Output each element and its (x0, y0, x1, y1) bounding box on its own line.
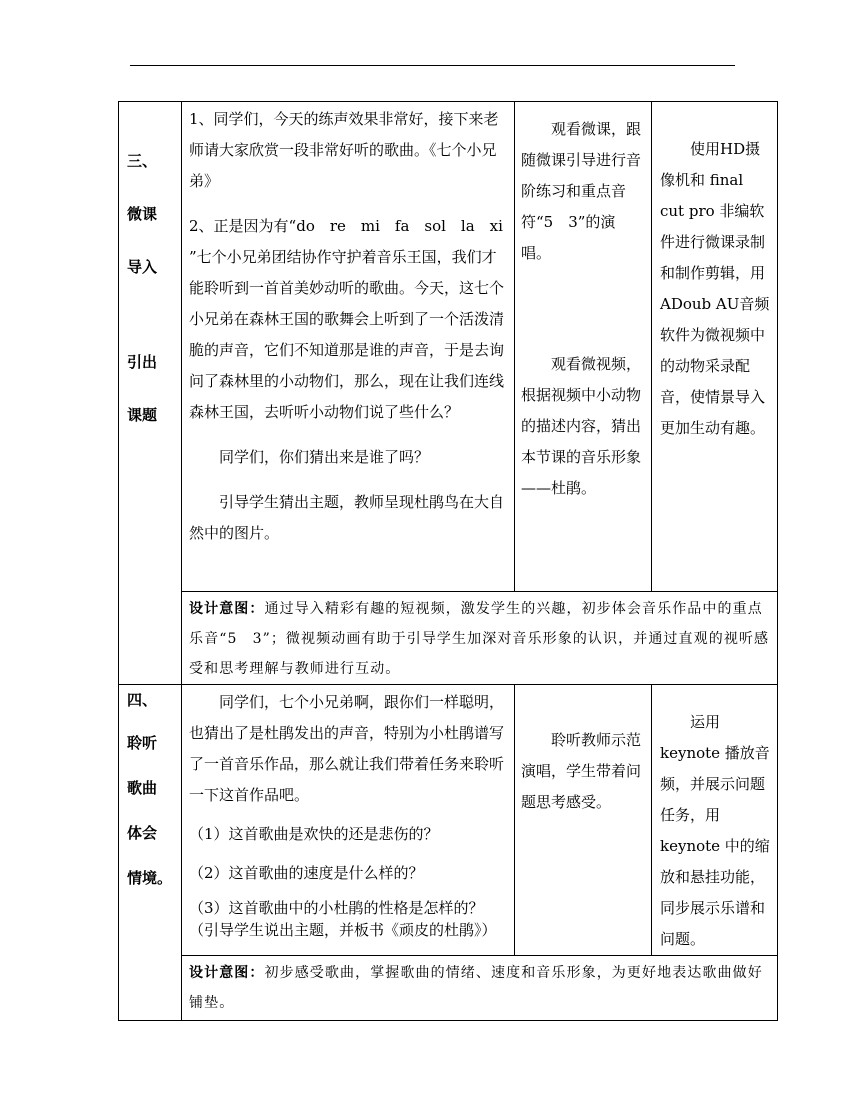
section3-intent-label: 设计意图： (189, 601, 265, 617)
section4-intent-cell (182, 956, 778, 1021)
section4-label-4: 体会 (127, 824, 158, 842)
section3-paragraph-2: 2、正是因为有“do re mi fa sol la xi ”七个小兄弟团结协作守护着音乐王国，我们才能聆听到一首首美妙动听的歌曲。今天，这七个小兄弟在森林王国的歌舞会上听到了一个活泼清脆的声音，它们不知道那是谁的声音，于是去询问了森林里的小动物们，那么，现在让我们连线森林王国，去听听小动物们说了些什么？ (189, 217, 505, 421)
section3-intent-text: 通过导入精彩有趣的短视频，激发学生的兴趣，初步体会音乐作品中的重点乐音“5 3”；微视频动画有助于引导学生加深对音乐形象的认识，并通过直观的视听感受和思考理解与教师进行互动。 (189, 601, 770, 677)
section4-intent-label: 设计意图： (189, 965, 265, 981)
section4-intent-text: 初步感受歌曲，掌握歌曲的情绪、速度和音乐形象，为更好地表达歌曲做好铺垫。 (189, 965, 763, 1011)
section3-label-cell (119, 102, 182, 685)
section3-paragraph-1: 1、同学们，今天的练声效果非常好，接下来老师请大家欣赏一段非常好听的歌曲。《七个小兄弟》 (189, 110, 499, 190)
section3-paragraph-3: 同学们，你们猜出来是谁了吗？ (219, 448, 430, 466)
section4-row (119, 685, 778, 956)
section4-label-2: 聆听 (127, 734, 158, 752)
section3-label-4: 引出 (127, 353, 158, 371)
section3-row (119, 102, 778, 592)
section4-tech-cell (652, 685, 778, 956)
section4-student-activity: 聆听教师示范演唱，学生带着问题思考感受。 (521, 731, 642, 811)
section4-question-2: （2）这首歌曲的速度是什么样的？ (189, 864, 424, 882)
section4-label-5: 情境。 (127, 869, 173, 887)
section3-content-cell (182, 102, 515, 592)
section4-label-cell (119, 685, 182, 1021)
section4-tech-text: 运用 keynote 播放音频，并展示问题任务，用 keynote 中的缩放和悬挂功能，同步展示乐谱和问题。 (660, 713, 770, 948)
section3-intent-cell (182, 592, 778, 685)
section3-label-1: 三、 (127, 152, 158, 170)
section4-question-1: （1）这首歌曲是欢快的还是悲伤的？ (189, 825, 439, 843)
section3-student-activity-1: 观看微课，跟随微课引导进行音阶练习和重点音符“5 3”的演唱。 (521, 120, 642, 262)
section3-student-activity-2: 观看微视频，根据视频中小动物的描述内容，猜出本节课的音乐形象——杜鹃。 (521, 355, 642, 497)
section4-paragraph-1: 同学们，七个小兄弟啊，跟你们一样聪明，也猜出了是杜鹃发出的声音，特别为小杜鹃谱写了一首音乐作品，那么就让我们带着任务来聆听一下这首作品吧。 (189, 693, 505, 804)
section3-label-3: 导入 (127, 258, 158, 276)
section3-tech-cell (652, 102, 778, 592)
section4-intent-row (119, 956, 778, 1021)
section3-label-2: 微课 (127, 205, 158, 223)
section4-label-1: 四、 (127, 691, 158, 709)
lesson-plan-table (118, 101, 778, 1021)
header-rule (130, 65, 735, 66)
section4-content-cell (182, 685, 515, 956)
section3-label-5: 课题 (127, 406, 158, 424)
section4-label-3: 歌曲 (127, 779, 158, 797)
section4-question-3: （3）这首歌曲中的小杜鹃的性格是怎样的？（引导学生说出主题，并板书《顽皮的杜鹃》） (189, 899, 497, 939)
section3-student-cell (515, 102, 652, 592)
section3-intent-row (119, 592, 778, 685)
section3-paragraph-4: 引导学生猜出主题，教师呈现杜鹃鸟在大自然中的图片。 (189, 493, 505, 542)
section4-student-cell (515, 685, 652, 956)
section3-tech-text: 使用HD摄像机和 final cut pro 非编软件进行微课录制和制作剪辑，用ADoub AU音频软件为微视频中的动物采录配音，使情景导入更加生动有趣。 (660, 140, 770, 437)
